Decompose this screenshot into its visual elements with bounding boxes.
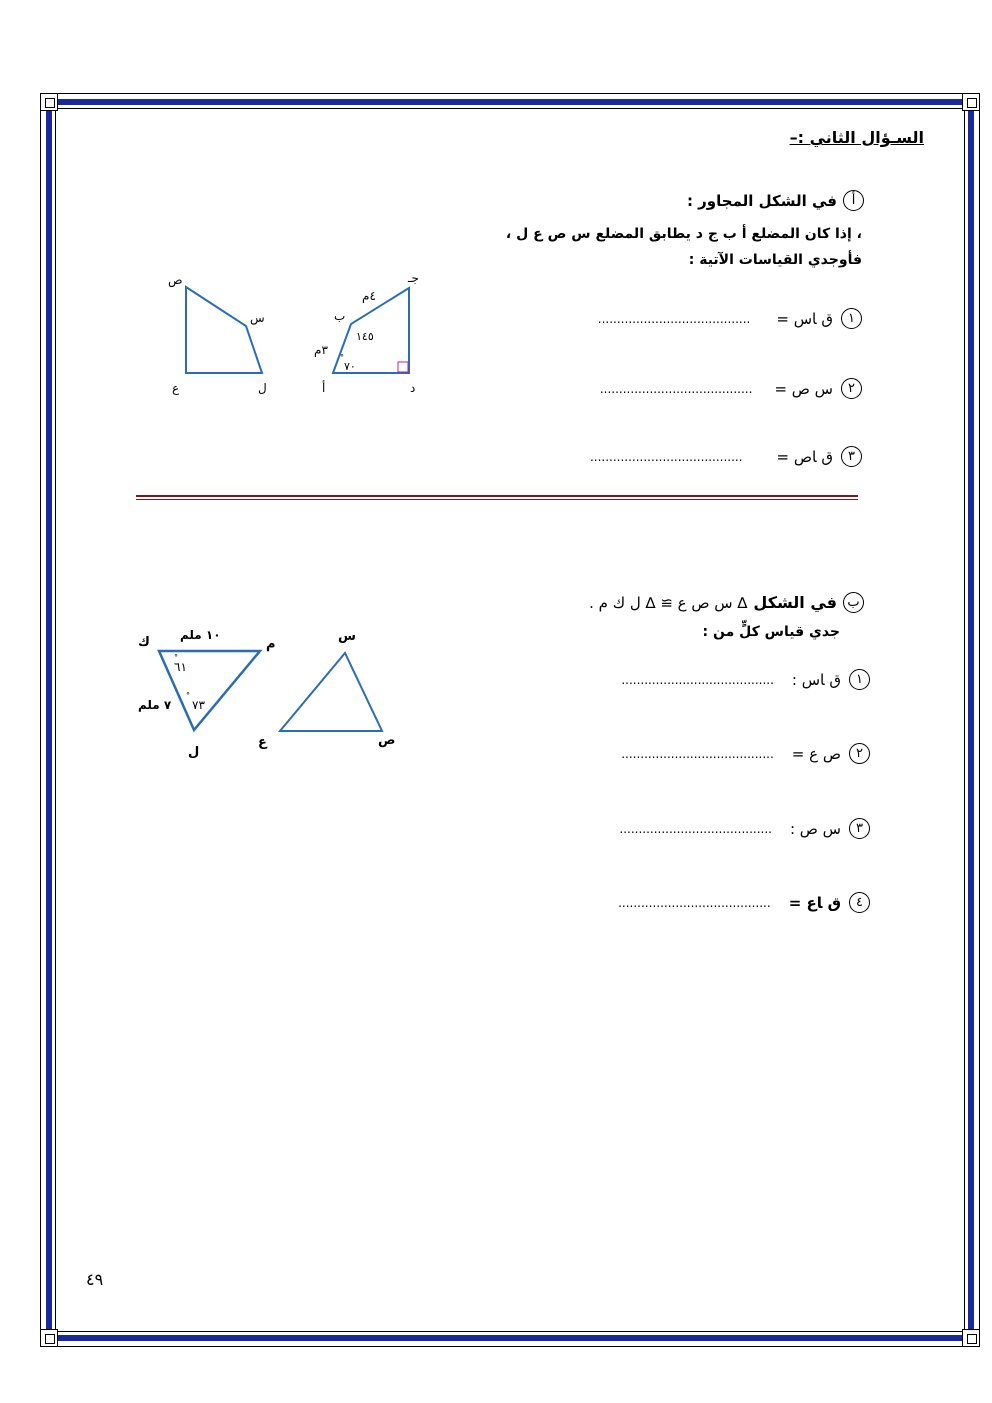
part-b-item-4 (618, 892, 870, 913)
vertex-label-s: س (338, 629, 356, 644)
page-number: ٤٩ (86, 1270, 104, 1289)
part-b-line1: جدي قياس كلٍّ من : (702, 624, 840, 640)
vertex-label-ayn: ع (258, 735, 267, 750)
angle-label-b: ١٤٥ (356, 330, 374, 343)
part-a-line1: ، إذا كان المضلع أ ب ج د يطابق المضلع س ص ع ل ، (505, 226, 862, 242)
angle-label-l: ٧٣ (192, 698, 205, 712)
item-expression: س ص = (774, 379, 833, 398)
item-number: ٢ (841, 378, 862, 399)
part-b-heading: في الشكل (753, 593, 837, 612)
vertex-label-j: جـ (408, 271, 419, 285)
answer-blank[interactable]: ........................................ (618, 895, 771, 910)
item-number: ٢ (849, 743, 870, 764)
part-b-item-1 (621, 669, 870, 690)
part-a-header (687, 190, 864, 211)
part-b-header (589, 592, 864, 613)
frame-corner-bottom-left (40, 1329, 58, 1347)
item-number: ١ (849, 669, 870, 690)
vertex-label-m: م (266, 637, 276, 652)
vertex-label-sad: ص (378, 733, 396, 748)
side-label-km: ١٠ ملم (180, 628, 221, 642)
item-expression: ق ﺎص = (776, 447, 833, 466)
vertex-label-b: ب (334, 309, 346, 323)
item-number: ٤ (849, 892, 870, 913)
polygon-sin-sad-ayn-lam (186, 287, 262, 373)
frame-corner-top-right (962, 93, 980, 111)
side-label-jb: ٤م (362, 289, 376, 303)
part-a-marker: أ (843, 190, 864, 211)
part-b-marker: ب (843, 592, 864, 613)
answer-blank[interactable]: ........................................ (621, 672, 774, 687)
part-b-item-2 (621, 743, 870, 764)
side-label-kl: ٧ ملم (138, 698, 172, 712)
part-a-item-3 (590, 446, 862, 467)
vertex-label-ayn: ع (172, 381, 180, 395)
right-angle-mark (398, 362, 408, 372)
item-number: ٣ (849, 818, 870, 839)
answer-blank[interactable]: ........................................ (589, 449, 743, 464)
part-a-item-2 (600, 378, 862, 399)
vertex-label-k: ك (138, 635, 150, 650)
frame-corner-bottom-right (962, 1329, 980, 1347)
question-title: السـؤال الثاني :– (789, 128, 924, 147)
side-label-ba: ٣م (314, 343, 328, 357)
triangle-s-ayn-sad (280, 653, 382, 731)
item-expression: ق ﺎس = (776, 309, 833, 328)
section-separator-thin (136, 499, 858, 500)
answer-blank[interactable]: ........................................ (599, 381, 753, 396)
part-a-line2: فأوجدي القياسات الآتية : (688, 252, 862, 268)
section-separator (136, 495, 858, 497)
angle-label-k: ٦١ (174, 660, 187, 674)
vertex-label-sin: س (250, 311, 265, 325)
item-expression: ق ﺎس : (791, 670, 841, 689)
frame-corner-top-left (40, 93, 58, 111)
degree-sign-a: ° (340, 353, 344, 362)
part-b-congruence: ∆ س ص ع ≅ ∆ ل ك م . (589, 593, 748, 612)
vertex-label-l: ل (188, 745, 200, 760)
answer-blank[interactable]: ........................................ (621, 746, 774, 761)
answer-blank[interactable]: ........................................ (597, 311, 751, 326)
figure-b (132, 620, 412, 765)
degree-sign-k: ° (174, 653, 178, 662)
item-number: ٣ (841, 446, 862, 467)
angle-label-a: ٧٠ (344, 360, 356, 373)
vertex-label-a: أ (322, 381, 326, 395)
item-expression: ص ع = (791, 744, 841, 763)
figure-a (150, 262, 440, 402)
vertex-label-d: د (410, 381, 416, 395)
part-a-item-1 (598, 308, 862, 329)
item-number: ١ (841, 308, 862, 329)
part-a-heading: في الشكل المجاور : (686, 191, 837, 210)
vertex-label-sad: ص (168, 273, 183, 287)
item-expression: ق ﺎع = (788, 893, 841, 912)
item-expression: س ص : (789, 819, 841, 838)
degree-sign-l: ° (186, 691, 190, 700)
vertex-label-lam: ل (258, 381, 267, 395)
part-b-item-3 (619, 818, 870, 839)
answer-blank[interactable]: ........................................ (619, 821, 772, 836)
